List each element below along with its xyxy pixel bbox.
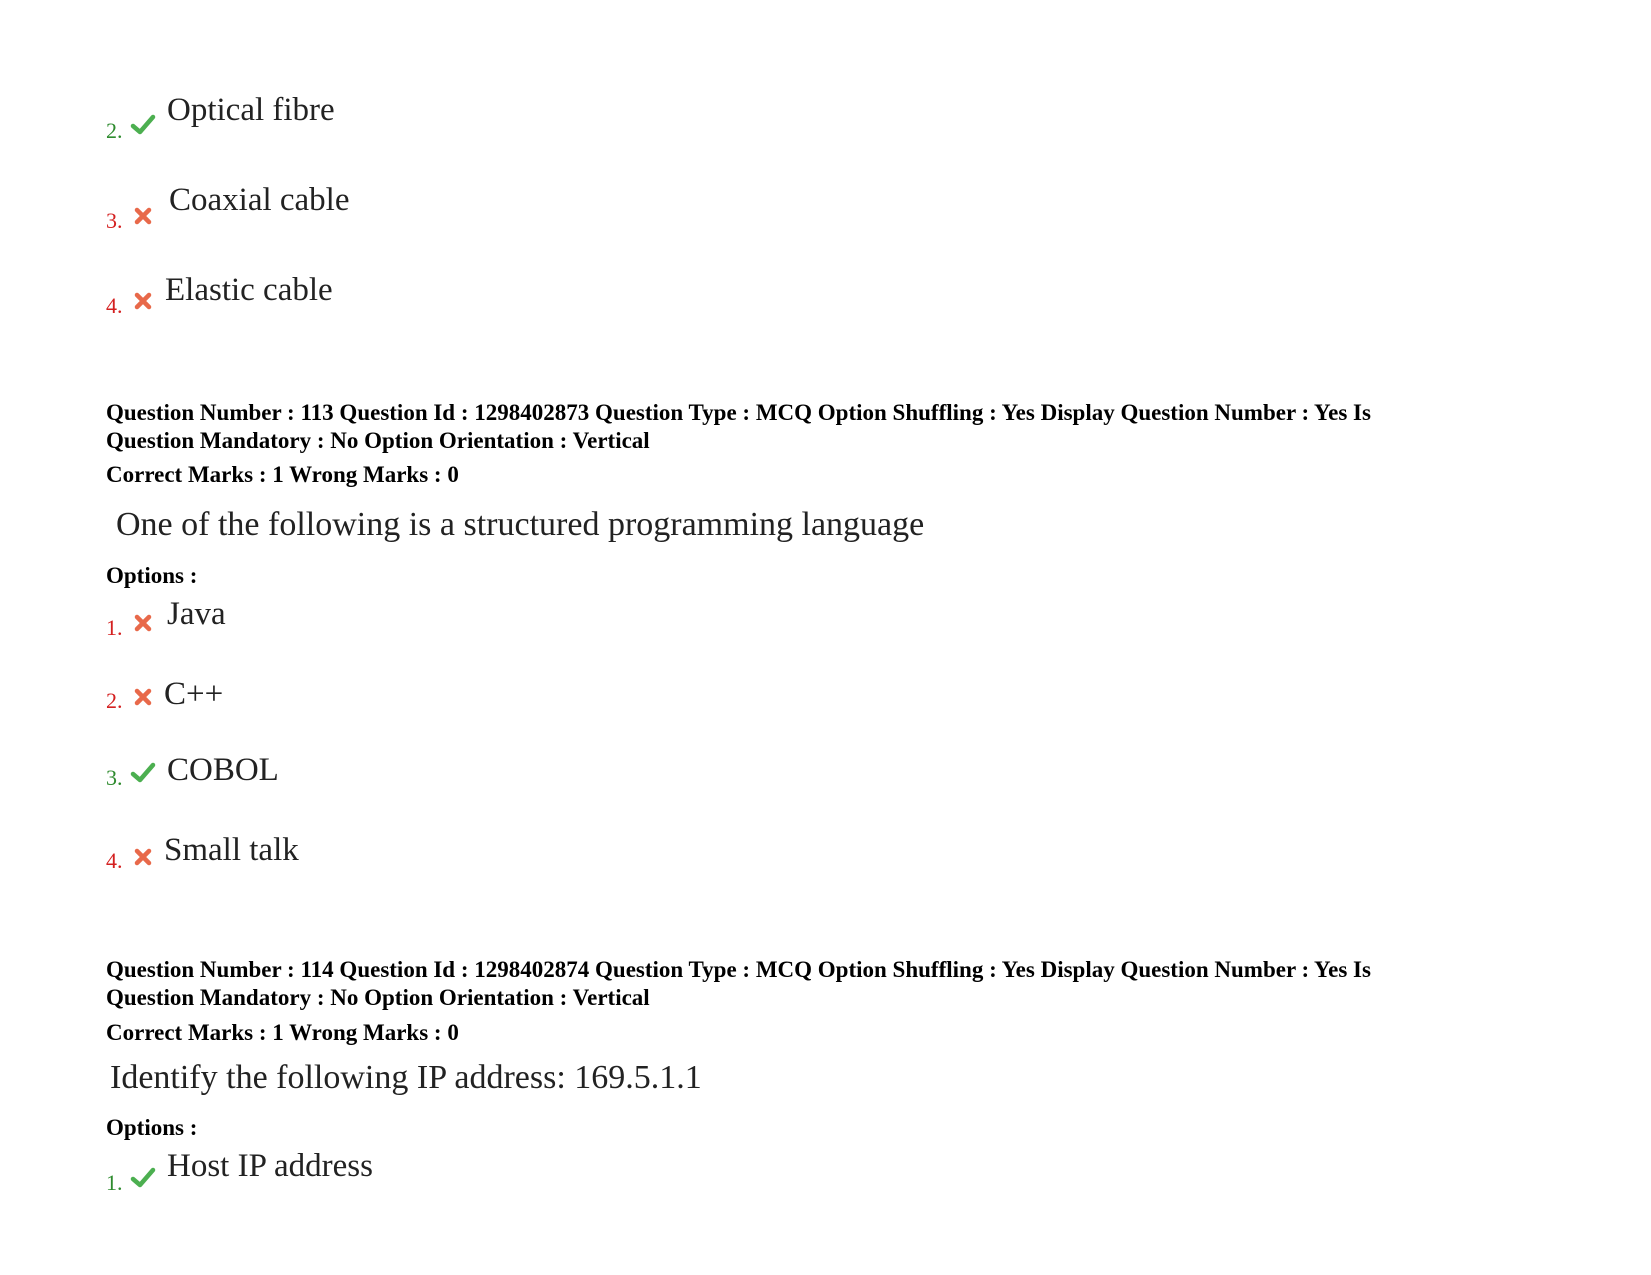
option-text: Optical fibre [167,92,335,128]
question-meta-line-1: Question Number : 114 Question Id : 1298402874 Question Type : MCQ Option Shuffling : Yes Display Question Number : Yes Is [106,957,1371,982]
option-number: 3. [106,208,123,233]
option-text: Elastic cable [165,272,333,308]
option-text: COBOL [167,752,279,788]
question-meta-line-1: Question Number : 113 Question Id : 1298402873 Question Type : MCQ Option Shuffling : Yes Display Question Number : Yes Is [106,400,1371,425]
check-icon [130,1165,156,1191]
option-number: 1. [106,1170,123,1195]
options-label: Options : [106,563,198,588]
cross-icon [130,610,156,636]
question-meta-line-2: Question Mandatory : No Option Orientation : Vertical [106,985,650,1010]
question-text: One of the following is a structured programming language [116,506,925,543]
cross-icon [130,844,156,870]
option-number: 2. [106,688,123,713]
check-icon [130,760,156,786]
options-label: Options : [106,1115,198,1140]
question-text: Identify the following IP address: 169.5.1.1 [110,1059,702,1096]
option-text: C++ [164,676,224,712]
option-number: 4. [106,848,123,873]
option-number: 3. [106,765,123,790]
question-marks: Correct Marks : 1 Wrong Marks : 0 [106,1020,459,1045]
option-text: Coaxial cable [169,182,350,218]
cross-icon [130,288,156,314]
option-number: 1. [106,615,123,640]
option-number: 4. [106,293,123,318]
option-text: Host IP address [167,1148,373,1184]
option-text: Java [167,596,226,632]
question-meta-line-2: Question Mandatory : No Option Orientation : Vertical [106,428,650,453]
cross-icon [130,684,156,710]
check-icon [130,112,156,138]
option-number: 2. [106,118,123,143]
question-marks: Correct Marks : 1 Wrong Marks : 0 [106,462,459,487]
cross-icon [130,203,156,229]
option-text: Small talk [164,832,299,868]
